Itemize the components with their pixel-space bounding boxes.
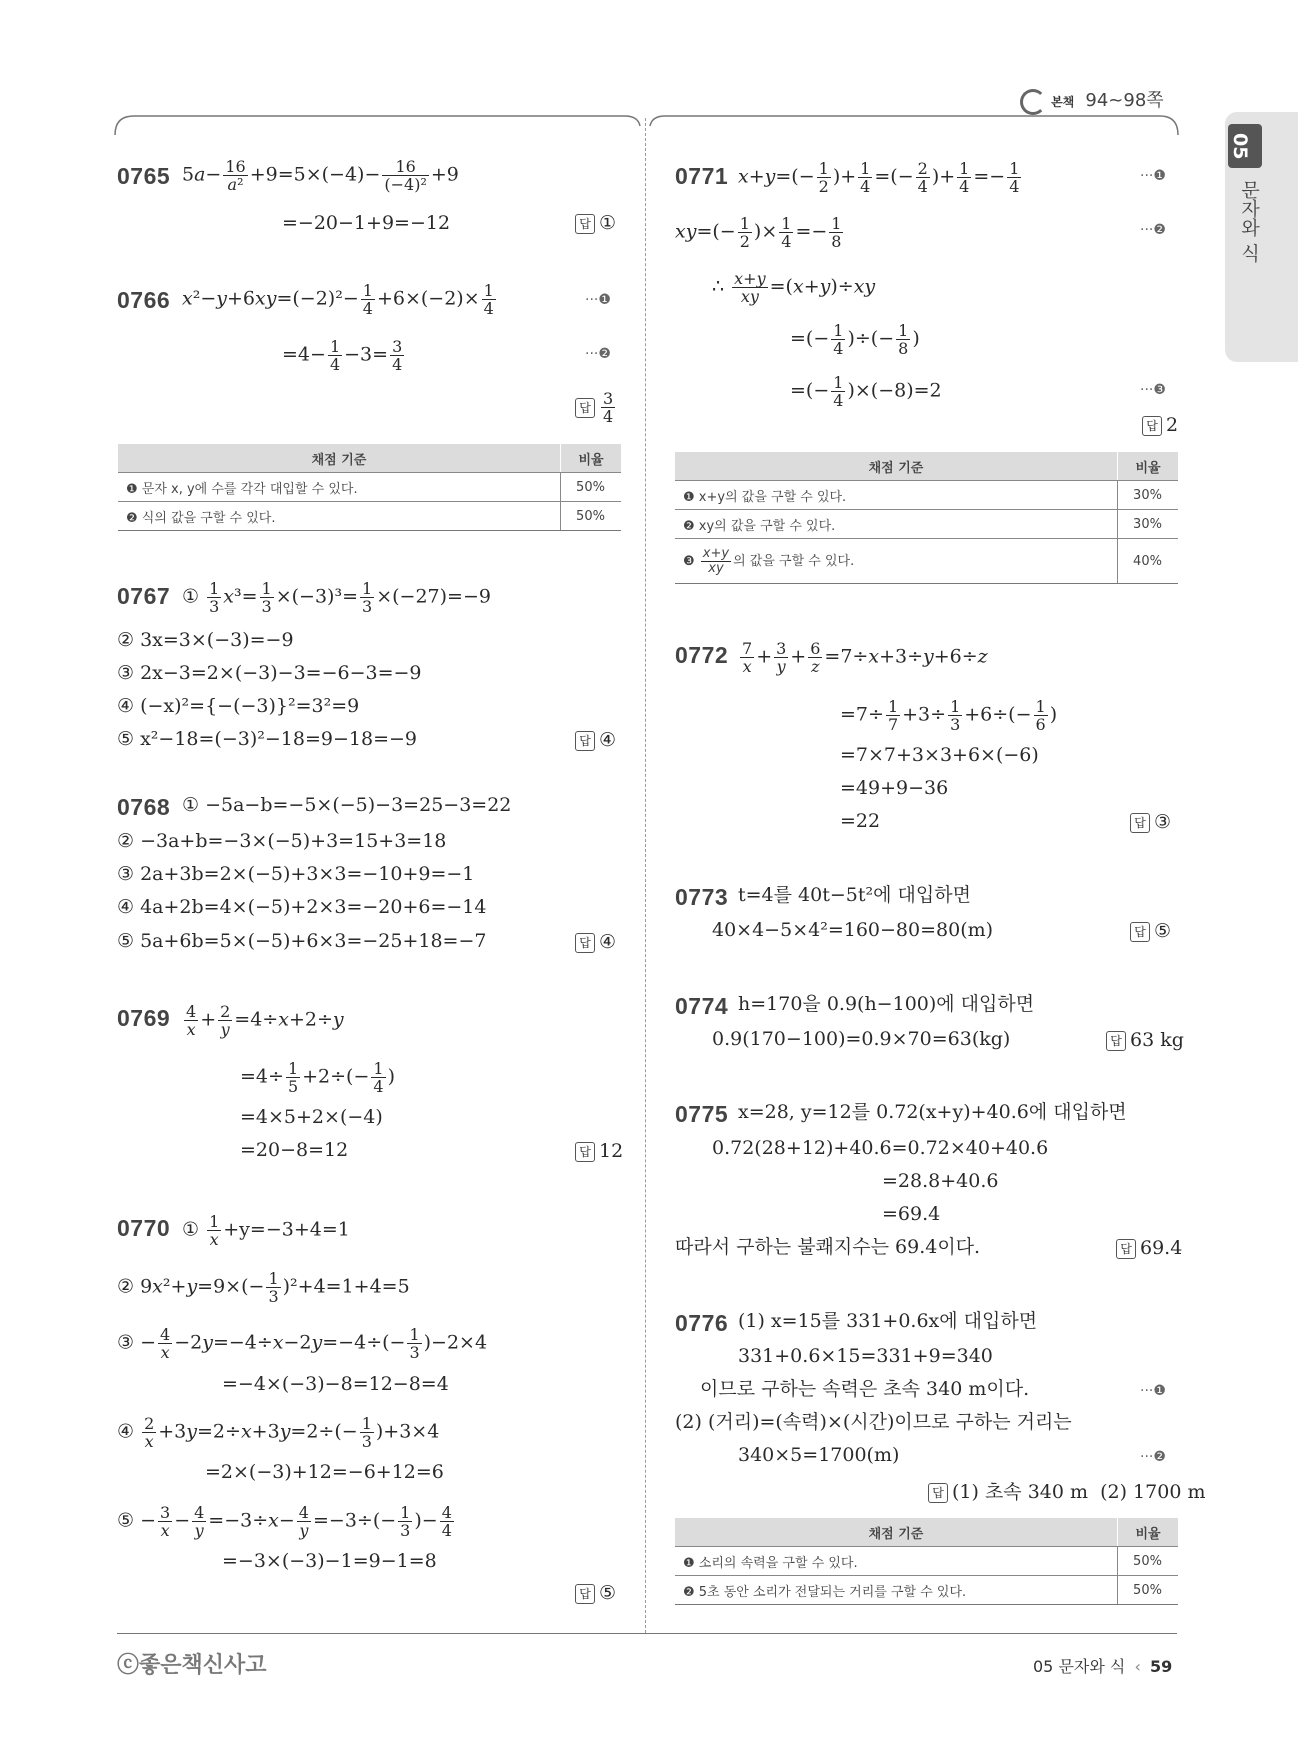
solution-line: t=4를 40t−5t²에 대입하면: [738, 884, 971, 906]
top-frame: [110, 110, 1185, 140]
solution-line: 40×4−5×4²=160−80=80(m): [712, 919, 994, 941]
chevron-left-icon: ‹: [1134, 1657, 1141, 1676]
step-marker: ···❷: [585, 346, 611, 362]
solution-line: ⑤ − $\frac{3}{x}$ − $\frac{4}{y}$ =−3÷x− $\frac{4}{y}$ =−3÷(− $\frac{1}{3}$ )− $\frac{4}{4}$: [117, 1503, 452, 1540]
solution-line: ∴ $\frac{x+y}{xy}$ =(x+y)÷xy: [712, 269, 876, 306]
page-ref-header: 본책 94~98쪽: [1020, 86, 1164, 115]
problem-number: 0771: [675, 163, 729, 189]
solution-line: ③ 2x−3=2×(−3)−3=−6−3=−9: [117, 662, 422, 684]
solution-line: =49+9−36: [840, 777, 949, 799]
chapter-number: 05: [1228, 124, 1262, 168]
problem-number: 0767: [117, 583, 171, 609]
answer-mark: 답 ①: [575, 212, 616, 234]
solution-line: =(− $\frac{1}{4}$ )÷(− $\frac{1}{8}$ ): [790, 321, 920, 358]
problem-number: 0766: [117, 287, 171, 313]
solution-line: 0.9(170−100)=0.9×70=63(kg): [712, 1028, 1011, 1050]
solution-line: (1) x=15를 331+0.6x에 대입하면: [738, 1310, 1038, 1332]
answer-icon: 답: [575, 1142, 595, 1162]
solution-line: ⑤ x²−18=(−3)²−18=9−18=−9: [117, 728, 418, 750]
answer-mark: 답 ④: [575, 729, 616, 751]
solution-line: =−3×(−3)−1=9−1=8: [222, 1550, 437, 1572]
answer-icon: 답: [1142, 416, 1162, 436]
solution-line: =69.4: [882, 1203, 941, 1225]
problem-number: 0776: [675, 1310, 729, 1336]
grading-table: 채점 기준 비율 ❶ x+y의 값을 구할 수 있다. 30% ❷ xy의 값을 구할 수 있다. 30% ❸ $\frac{x+y}{xy}$ 의 값을 구할 수 있다. 40%: [675, 452, 1178, 584]
answer-mark: 답 2: [1142, 414, 1178, 436]
step-marker: ···❷: [1140, 222, 1166, 238]
problem-number: 0770: [117, 1215, 171, 1241]
solution-line: 340×5=1700(m): [738, 1444, 900, 1466]
answer-mark: 답 12: [575, 1140, 623, 1162]
answer-mark: 답 ④: [575, 931, 616, 953]
problem-number: 0773: [675, 884, 729, 910]
grading-table: 채점 기준 비율 ❶ 소리의 속력을 구할 수 있다. 50% ❷ 5초 동안 소리가 전달되는 거리를 구할 수 있다. 50%: [675, 1518, 1178, 1605]
answer-icon: 답: [1106, 1031, 1126, 1051]
solution-line: $\frac{4}{x}$ + $\frac{2}{y}$ =4÷x+2÷y: [186, 1002, 344, 1039]
chapter-title: 문자와 식: [1238, 180, 1260, 263]
solution-line: ③ 2a+3b=2×(−5)+3×3=−10+9=−1: [117, 863, 475, 885]
solution-line: ② −3a+b=−3×(−5)+3=15+3=18: [117, 830, 447, 852]
solution-line: x²−y+6xy=(−2)²− $\frac{1}{4}$ +6×(−2)× $\frac{1}{4}$: [182, 281, 494, 318]
solution-line: =20−8=12: [240, 1139, 349, 1161]
solution-line: ① $\frac{1}{3}$ x³= $\frac{1}{3}$ ×(−3)³= $\frac{1}{3}$ ×(−27)=−9: [182, 579, 491, 616]
answer-mark: 답 ③: [1130, 811, 1171, 833]
step-marker: ···❷: [1140, 1449, 1166, 1465]
answer-mark: 답 ⑤: [575, 1582, 616, 1604]
answer-mark: 답 63 kg: [1106, 1029, 1184, 1051]
solution-line: xy=(− $\frac{1}{2}$ )× $\frac{1}{4}$ =− $\frac{1}{8}$: [675, 214, 842, 251]
answer-icon: 답: [928, 1483, 948, 1503]
step-marker: ···❶: [1140, 1383, 1166, 1399]
publisher-logo: ⓒ좋은책신사고: [117, 1653, 267, 1678]
solution-line: x+y=(− $\frac{1}{2}$ )+ $\frac{1}{4}$ =(− $\frac{2}{4}$ )+ $\frac{1}{4}$ =− $\frac{1}{4}$: [738, 159, 1020, 196]
solution-line: =4×5+2×(−4): [240, 1106, 383, 1128]
solution-line: =7÷ $\frac{1}{7}$ +3÷ $\frac{1}{3}$ +6÷(− $\frac{1}{6}$ ): [840, 697, 1058, 734]
answer-icon: 답: [1116, 1239, 1136, 1259]
solution-line: 0.72(28+12)+40.6=0.72×40+40.6: [712, 1137, 1049, 1159]
problem-number: 0775: [675, 1101, 729, 1127]
solution-line: 5a− $\frac{16}{\text{a²}}$ +9=5×(−4)− $\frac{16}{\text{(−4)²}}$ +9: [182, 157, 459, 194]
solution-line: =4− $\frac{1}{4}$ −3= $\frac{3}{4}$: [282, 337, 403, 374]
solution-line: (2) (거리)=(속력)×(시간)이므로 구하는 거리는: [675, 1411, 1072, 1433]
grading-table: 채점 기준 비율 ❶ 문자 x, y에 수를 각각 대입할 수 있다. 50% ❷ 식의 값을 구할 수 있다. 50%: [118, 444, 621, 531]
solution-line: ④ $\frac{2}{x}$ +3y=2÷x+3y=2÷(− $\frac{1}{3}$ )+3×4: [117, 1414, 440, 1451]
solution-line: ③ − $\frac{4}{x}$ −2y=−4÷x−2y=−4÷(− $\frac{1}{3}$ )−2×4: [117, 1325, 488, 1362]
answer-icon: 답: [575, 214, 595, 234]
solution-line: 따라서 구하는 불쾌지수는 69.4이다.: [675, 1236, 981, 1258]
footer-rule: [117, 1633, 1177, 1634]
problem-number: 0774: [675, 993, 729, 1019]
solution-line: ① $\frac{1}{x}$ +y=−3+4=1: [182, 1212, 350, 1249]
footer-section: 05 문자와 식 ‹ 59: [1033, 1657, 1173, 1676]
solution-line: =2×(−3)+12=−6+12=6: [205, 1461, 444, 1483]
solution-line: x=28, y=12를 0.72(x+y)+40.6에 대입하면: [738, 1101, 1127, 1123]
problem-number: 0765: [117, 163, 171, 189]
answer-icon: 답: [575, 398, 595, 418]
solution-line: =7×7+3×3+6×(−6): [840, 744, 1039, 766]
solution-line: ① −5a−b=−5×(−5)−3=25−3=22: [182, 794, 512, 816]
problem-number: 0772: [675, 642, 729, 668]
answer-mark: 답 (1) 초속 340 m (2) 1700 m: [928, 1477, 1205, 1504]
solution-line: ② 9x²+y=9×(− $\frac{1}{3}$ )²+4=1+4=5: [117, 1269, 410, 1306]
solution-line: ⑤ 5a+6b=5×(−5)+6×3=−25+18=−7: [117, 930, 487, 952]
solution-line: =−4×(−3)−8=12−8=4: [222, 1373, 449, 1395]
solution-line: ② 3x=3×(−3)=−9: [117, 629, 294, 651]
answer-mark: 답 ⑤: [1130, 920, 1171, 942]
answer-icon: 답: [575, 731, 595, 751]
solution-line: $\frac{7}{x}$ + $\frac{3}{y}$ + $\frac{6}{z}$ =7÷x+3÷y+6÷z: [742, 639, 988, 676]
answer-icon: 답: [1130, 922, 1150, 942]
solution-line: =(− $\frac{1}{4}$ )×(−8)=2: [790, 373, 942, 410]
answer-mark: 답 69.4: [1116, 1237, 1182, 1259]
solution-line: =22: [840, 810, 881, 832]
solution-line: h=170을 0.9(h−100)에 대입하면: [738, 993, 1035, 1015]
page-number: 59: [1149, 1657, 1173, 1676]
solution-line: ④ (−x)²={−(−3)}²=3²=9: [117, 695, 360, 717]
answer-icon: 답: [575, 1584, 595, 1604]
problem-number: 0769: [117, 1005, 171, 1031]
solution-line: =4÷ $\frac{1}{5}$ +2÷(− $\frac{1}{4}$ ): [240, 1059, 395, 1096]
step-marker: ···❸: [1140, 382, 1166, 398]
step-marker: ···❶: [1140, 168, 1166, 184]
solution-line: 331+0.6×15=331+9=340: [738, 1345, 993, 1367]
solution-line: 이므로 구하는 속력은 초속 340 m이다.: [700, 1378, 1030, 1400]
column-divider: [645, 118, 646, 1633]
answer-mark: 답 $\frac{3}{4}$: [575, 390, 617, 425]
problem-number: 0768: [117, 794, 171, 820]
solution-line: =−20−1+9=−12: [282, 212, 451, 234]
step-marker: ···❶: [585, 292, 611, 308]
solution-line: ④ 4a+2b=4×(−5)+2×3=−20+6=−14: [117, 896, 487, 918]
answer-icon: 답: [575, 933, 595, 953]
solution-line: =28.8+40.6: [882, 1170, 999, 1192]
answer-icon: 답: [1130, 813, 1150, 833]
